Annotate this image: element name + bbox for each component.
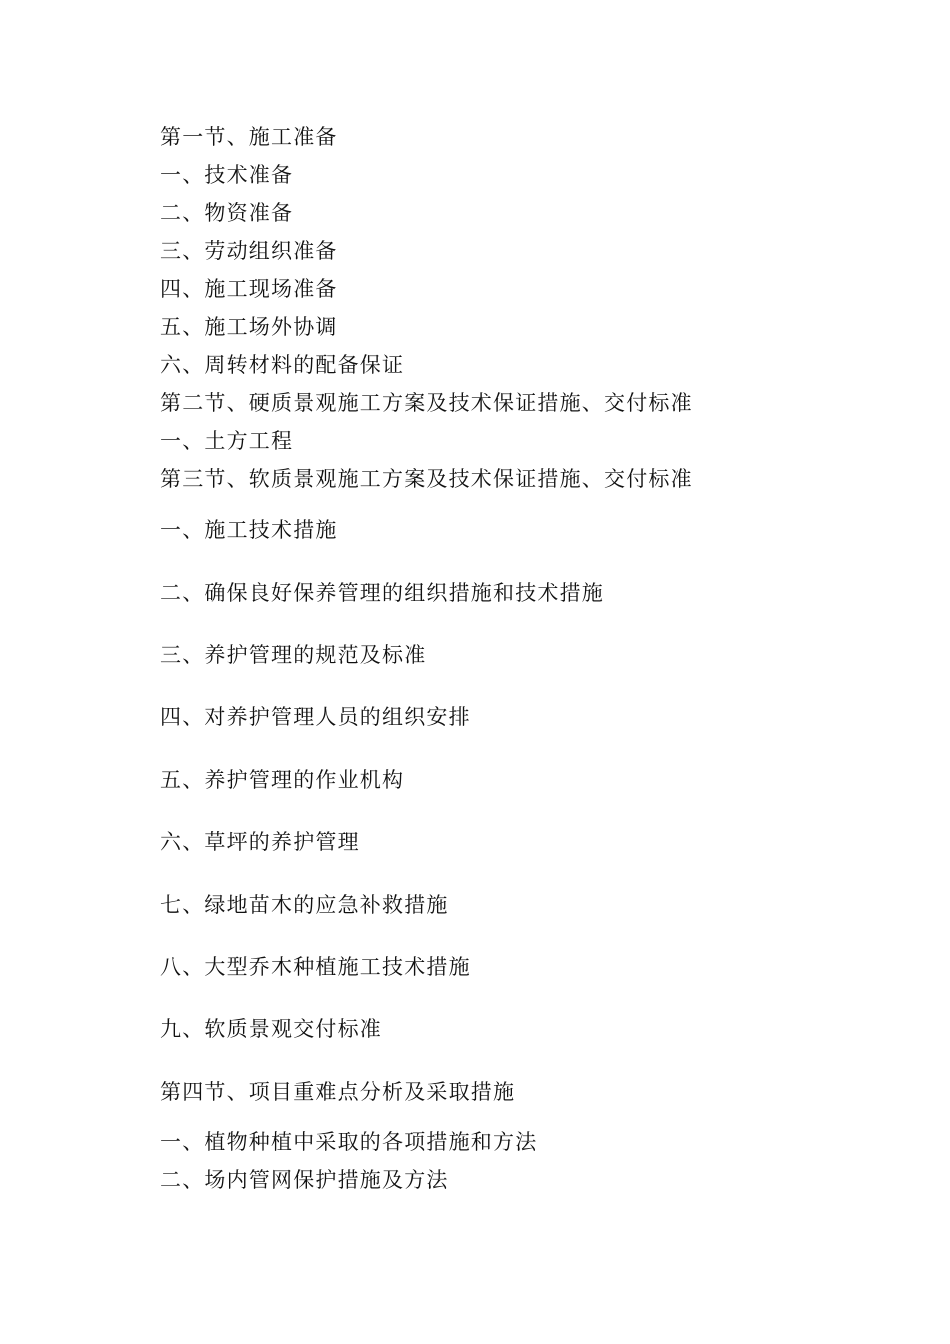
toc-item: 一、施工技术措施 xyxy=(160,518,338,542)
toc-item: 一、植物种植中采取的各项措施和方法 xyxy=(160,1130,538,1154)
toc-item: 一、技术准备 xyxy=(160,163,294,187)
section-heading-3: 第三节、软质景观施工方案及技术保证措施、交付标准 xyxy=(160,467,693,491)
section-heading-4: 第四节、项目重难点分析及采取措施 xyxy=(160,1080,516,1104)
toc-item: 二、场内管网保护措施及方法 xyxy=(160,1168,449,1192)
toc-item: 七、绿地苗木的应急补救措施 xyxy=(160,893,449,917)
toc-item: 五、施工场外协调 xyxy=(160,315,338,339)
toc-item: 一、土方工程 xyxy=(160,429,294,453)
table-of-contents xyxy=(160,0,920,1344)
section-heading-2: 第二节、硬质景观施工方案及技术保证措施、交付标准 xyxy=(160,391,693,415)
toc-item: 四、施工现场准备 xyxy=(160,277,338,301)
toc-item: 二、确保良好保养管理的组织措施和技术措施 xyxy=(160,581,604,605)
toc-item: 五、养护管理的作业机构 xyxy=(160,768,405,792)
toc-item: 八、大型乔木种植施工技术措施 xyxy=(160,955,471,979)
toc-item: 四、对养护管理人员的组织安排 xyxy=(160,705,471,729)
section-heading-1: 第一节、施工准备 xyxy=(160,125,338,149)
toc-item: 二、物资准备 xyxy=(160,201,294,225)
toc-item: 三、养护管理的规范及标准 xyxy=(160,643,427,667)
toc-item: 九、软质景观交付标准 xyxy=(160,1017,382,1041)
toc-item: 六、草坪的养护管理 xyxy=(160,830,360,854)
toc-item: 三、劳动组织准备 xyxy=(160,239,338,263)
toc-item: 六、周转材料的配备保证 xyxy=(160,353,405,377)
